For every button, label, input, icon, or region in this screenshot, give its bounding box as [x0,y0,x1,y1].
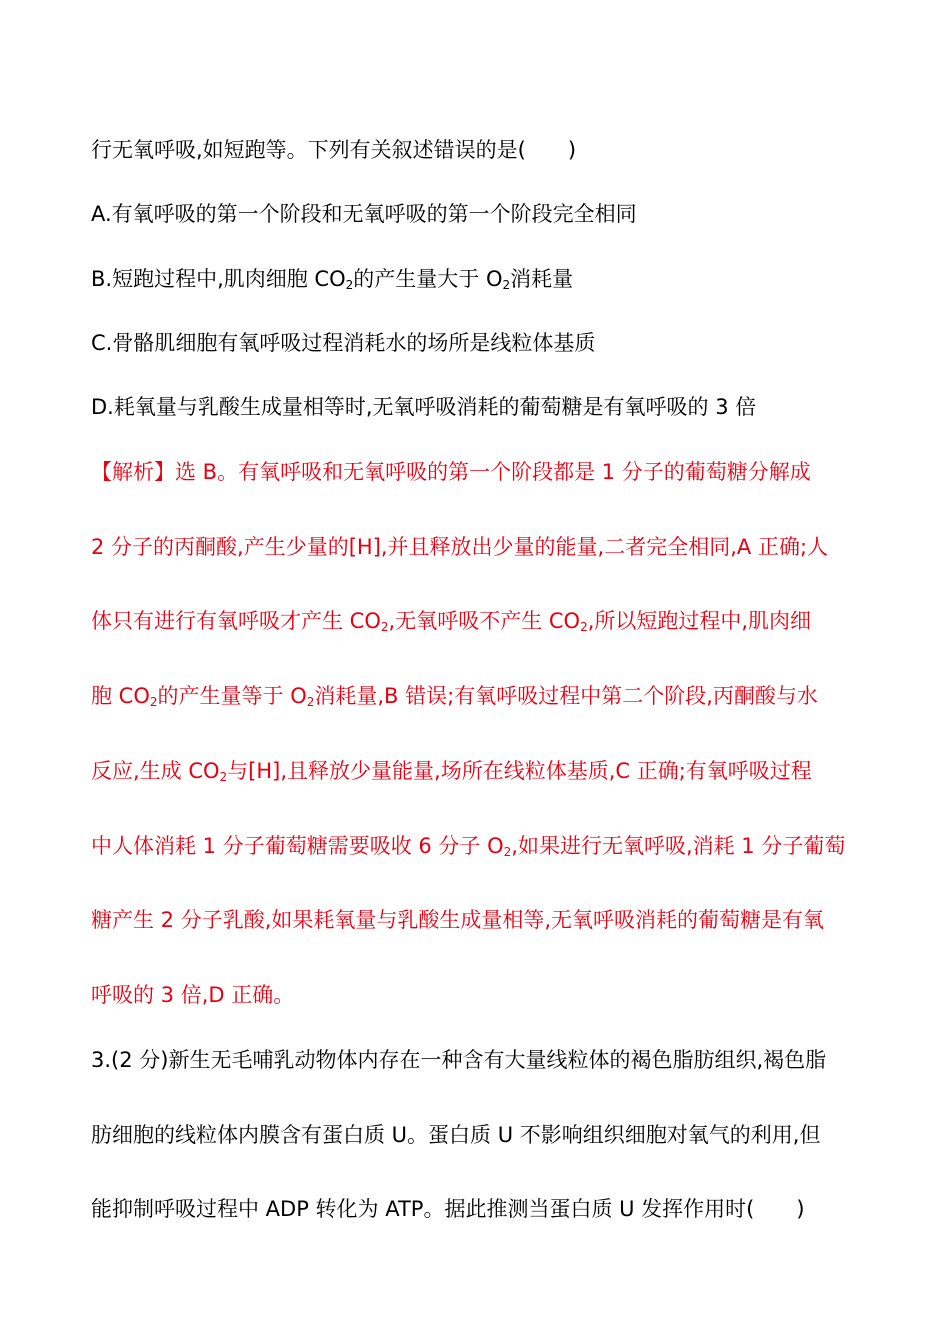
analysis-line-6-text-1: 中人体消耗 1 分子葡萄糖需要吸收 6 分子 O [91,834,504,858]
analysis-line-1: 【解析】选 B。有氧呼吸和无氧呼吸的第一个阶段都是 1 分子的葡萄糖分解成 [91,460,811,484]
option-b-text-2: 的产生量大于 O [353,267,503,291]
option-d[interactable]: D.耗氧量与乳酸生成量相等时,无氧呼吸消耗的葡萄糖是有氧呼吸的 3 倍 [91,395,757,419]
analysis-line-5-sub-1: 2 [219,770,228,784]
analysis-line-8: 呼吸的 3 倍,D 正确。 [91,983,295,1007]
analysis-line-6 [91,832,845,860]
analysis-line-6-sub-1: 2 [503,845,512,859]
question-2-stem: 行无氧呼吸,如短跑等。下列有关叙述错误的是( ) [91,138,577,162]
question-3-line-3: 能抑制呼吸过程中 ADP 转化为 ATP。据此推测当蛋白质 U 发挥作用时( ) [91,1197,805,1221]
option-c[interactable]: C.骨骼肌细胞有氧呼吸过程消耗水的场所是线粒体基质 [91,331,596,355]
analysis-line-3-text-2: ,无氧呼吸不产生 CO [388,609,581,633]
analysis-line-4-text-3: 消耗量,B 错误;有氧呼吸过程中第二个阶段,丙酮酸与水 [314,684,818,708]
analysis-line-4 [91,682,818,710]
analysis-line-3-text-1: 体只有进行有氧呼吸才产生 CO [91,609,381,633]
option-b-text-1: B.短跑过程中,肌肉细胞 CO [91,267,346,291]
analysis-line-5-text-1: 反应,生成 CO [91,759,220,783]
analysis-line-5-text-2: 与[H],且释放少量能量,场所在线粒体基质,C 正确;有氧呼吸过程 [227,759,812,783]
analysis-line-2: 2 分子的丙酮酸,产生少量的[H],并且释放出少量的能量,二者完全相同,A 正确;人 [91,535,829,559]
analysis-line-3-sub-2: 2 [580,620,588,634]
analysis-line-4-sub-2: 2 [306,695,315,709]
option-b-sub-2: 2 [502,278,511,292]
analysis-line-6-text-2: ,如果进行无氧呼吸,消耗 1 分子葡萄 [511,834,846,858]
option-a[interactable]: A.有氧呼吸的第一个阶段和无氧呼吸的第一个阶段完全相同 [91,202,637,226]
option-b-sub-1: 2 [345,278,354,292]
question-3-line-1: 3.(2 分)新生无毛哺乳动物体内存在一种含有大量线粒体的褐色脂肪组织,褐色脂 [91,1048,827,1072]
analysis-line-3 [91,607,811,635]
analysis-line-3-text-3: ,所以短跑过程中,肌肉细 [587,609,812,633]
option-b-text-3: 消耗量 [510,267,574,291]
option-b[interactable] [91,265,573,293]
analysis-line-5 [91,757,812,785]
question-3-line-2: 肪细胞的线粒体内膜含有蛋白质 U。蛋白质 U 不影响组织细胞对氧气的利用,但 [91,1123,821,1147]
analysis-line-7: 糖产生 2 分子乳酸,如果耗氧量与乳酸生成量相等,无氧呼吸消耗的葡萄糖是有氧 [91,908,825,932]
analysis-line-3-sub-1: 2 [380,620,389,634]
analysis-line-4-sub-1: 2 [149,695,158,709]
analysis-line-4-text-2: 的产生量等于 O [157,684,307,708]
analysis-line-4-text-1: 胞 CO [91,684,150,708]
